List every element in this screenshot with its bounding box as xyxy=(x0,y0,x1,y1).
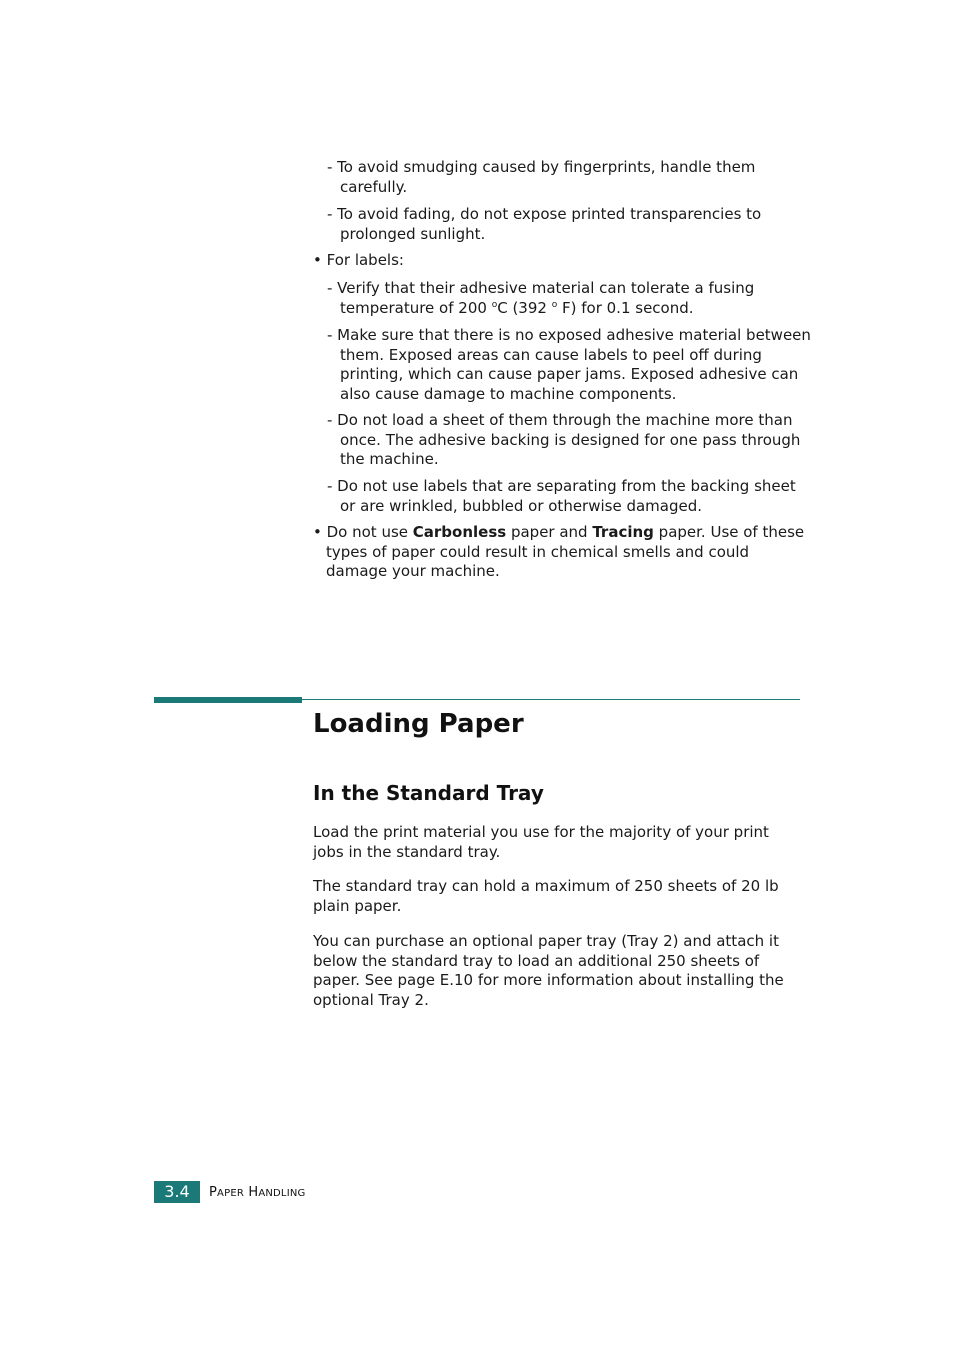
labels-bullet: • For labels: xyxy=(313,251,404,269)
section-rule-thick xyxy=(154,697,302,703)
paragraph: The standard tray can hold a maximum of 250 sheets of 20 lb plain paper. xyxy=(313,877,779,915)
paragraph: Load the print material you use for the majority of your print jobs in the standard tray. xyxy=(313,823,769,861)
list-item: - Do not use labels that are separating from the backing sheet or are wrinkled, bubbled or otherwise damaged. xyxy=(327,477,796,515)
list-item: - Make sure that there is no exposed adhesive material between them. Exposed areas can cause labels to peel off during printing, which can cause paper jams. Exposed adhesive can also cause damage to machine components. xyxy=(327,326,811,403)
list-item: - To avoid smudging caused by fingerprints, handle them carefully. xyxy=(327,158,756,196)
section-rule-thin xyxy=(302,699,800,700)
list-item: - Do not load a sheet of them through the machine more than once. The adhesive backing is designed for one pass through the machine. xyxy=(327,411,801,468)
carbonless-bullet: • Do not use Carbonless paper and Tracing paper. Use of these types of paper could result in chemical smells and could damage your machine. xyxy=(313,523,805,580)
footer-chapter-title: PAPER HANDLING xyxy=(209,1185,306,1200)
paragraph: You can purchase an optional paper tray (Tray 2) and attach it below the standard tray to load an additional 250 sheets of paper. See page E.10 for more information about installing the optional Tray 2. xyxy=(313,932,784,1009)
section-title: Loading Paper xyxy=(313,709,524,739)
subsection-title: In the Standard Tray xyxy=(313,781,544,805)
list-item: - Verify that their adhesive material can tolerate a fusing temperature of 200 $^o$C (392 $^o$ F) for 0.1 second. xyxy=(327,279,755,317)
list-item: - To avoid fading, do not expose printed transparencies to prolonged sunlight. xyxy=(327,205,762,243)
page-number: 3.4 xyxy=(154,1181,200,1203)
